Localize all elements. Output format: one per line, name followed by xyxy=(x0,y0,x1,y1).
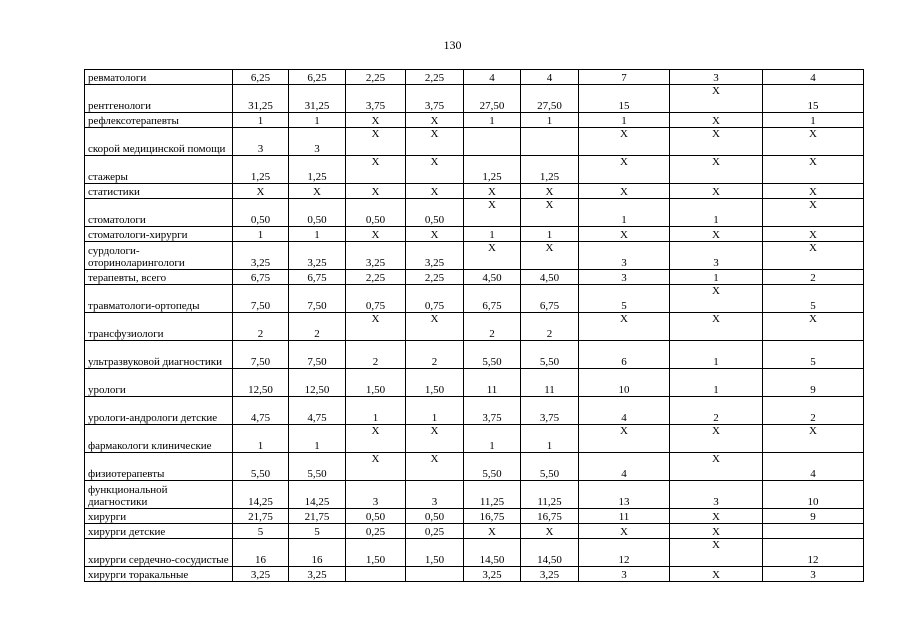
table-cell: X xyxy=(670,524,763,539)
table-cell: 9 xyxy=(763,509,864,524)
table-cell: 27,50 xyxy=(464,85,521,113)
row-label: функциональной диагностики xyxy=(85,481,233,509)
table-cell: 11,25 xyxy=(521,481,579,509)
row-label: статистики xyxy=(85,184,233,199)
table-cell: 1 xyxy=(579,113,670,128)
table-cell: X xyxy=(406,156,464,184)
table-cell: 4 xyxy=(579,397,670,425)
table-row xyxy=(85,369,864,397)
table-cell: 4 xyxy=(464,70,521,85)
table-cell: X xyxy=(521,242,579,270)
table-row xyxy=(85,509,864,524)
table-cell: 3 xyxy=(579,242,670,270)
table-cell: X xyxy=(579,128,670,156)
table-cell: 1 xyxy=(464,113,521,128)
table-cell: 6,25 xyxy=(233,70,289,85)
table-cell: 4,75 xyxy=(233,397,289,425)
table-cell: 2 xyxy=(346,341,406,369)
table-cell: 1,25 xyxy=(521,156,579,184)
table-cell: 6 xyxy=(579,341,670,369)
table-cell: 1 xyxy=(579,199,670,227)
table-row xyxy=(85,481,864,509)
table-cell: 5 xyxy=(763,285,864,313)
table-cell: 1 xyxy=(464,425,521,453)
table-cell: 1 xyxy=(670,341,763,369)
table-cell: 3 xyxy=(579,567,670,582)
table-cell: 1 xyxy=(521,113,579,128)
table-cell: 3 xyxy=(346,481,406,509)
table-cell: 1,50 xyxy=(346,369,406,397)
row-label: стоматологи xyxy=(85,199,233,227)
table-cell: X xyxy=(289,184,346,199)
table-cell: 3 xyxy=(233,128,289,156)
table-cell: 3,25 xyxy=(233,242,289,270)
table-cell: 4 xyxy=(521,70,579,85)
table-cell: 14,25 xyxy=(233,481,289,509)
table-cell: 1 xyxy=(289,425,346,453)
table-cell: X xyxy=(464,184,521,199)
table-cell: 3 xyxy=(670,70,763,85)
table-cell: 0,50 xyxy=(289,199,346,227)
table-cell: 5,50 xyxy=(289,453,346,481)
table-row xyxy=(85,567,864,582)
table-cell: X xyxy=(521,524,579,539)
table-cell: 3 xyxy=(579,270,670,285)
table-cell: 1 xyxy=(464,227,521,242)
table-cell: 5,50 xyxy=(521,453,579,481)
table-cell: X xyxy=(670,85,763,113)
table-cell: 1,50 xyxy=(406,539,464,567)
table-row xyxy=(85,285,864,313)
table-cell: 3,25 xyxy=(406,242,464,270)
table-cell: 1,25 xyxy=(464,156,521,184)
row-label: хирурги торакальные xyxy=(85,567,233,582)
table-cell: 3,25 xyxy=(289,242,346,270)
table-cell: 1,50 xyxy=(346,539,406,567)
row-label: скорой медицинской помощи xyxy=(85,128,233,156)
table-cell: 1 xyxy=(670,270,763,285)
table-cell: 3,25 xyxy=(233,567,289,582)
table-cell: 3,75 xyxy=(406,85,464,113)
table-cell: X xyxy=(346,184,406,199)
table-cell: X xyxy=(670,539,763,567)
table-cell: 5 xyxy=(579,285,670,313)
page-number: 130 xyxy=(443,38,462,52)
table-cell: 7 xyxy=(579,70,670,85)
table-cell: 5,50 xyxy=(233,453,289,481)
table-cell: 7,50 xyxy=(233,341,289,369)
table-cell: X xyxy=(346,113,406,128)
table-cell: X xyxy=(346,227,406,242)
table-cell: 3,75 xyxy=(346,85,406,113)
table-cell: 1 xyxy=(346,397,406,425)
table-cell: 2 xyxy=(289,313,346,341)
table-row xyxy=(85,184,864,199)
table-cell: 4,50 xyxy=(521,270,579,285)
table-cell: X xyxy=(763,184,864,199)
table-cell: 16 xyxy=(289,539,346,567)
table-cell: 1 xyxy=(763,113,864,128)
table-cell: X xyxy=(406,184,464,199)
table-cell: X xyxy=(670,227,763,242)
table-cell: 2 xyxy=(233,313,289,341)
table-cell: 13 xyxy=(579,481,670,509)
table-cell: 5 xyxy=(233,524,289,539)
table-cell: 0,50 xyxy=(406,509,464,524)
table-cell: 3 xyxy=(406,481,464,509)
row-label: рефлексотерапевты xyxy=(85,113,233,128)
table-cell: 3 xyxy=(289,128,346,156)
table-cell: 3,25 xyxy=(289,567,346,582)
table-cell: 2 xyxy=(521,313,579,341)
table-cell: X xyxy=(670,453,763,481)
table-cell: 14,50 xyxy=(521,539,579,567)
table-row xyxy=(85,397,864,425)
table-cell: 5 xyxy=(763,341,864,369)
table-row xyxy=(85,199,864,227)
table-cell xyxy=(521,128,579,156)
table-cell: X xyxy=(579,313,670,341)
table-cell: X xyxy=(464,199,521,227)
table-cell: X xyxy=(763,227,864,242)
table-cell: X xyxy=(763,313,864,341)
row-label: фармакологи клинические xyxy=(85,425,233,453)
table-cell xyxy=(406,567,464,582)
table-cell xyxy=(346,567,406,582)
table-cell: 6,75 xyxy=(289,270,346,285)
table-cell: 1 xyxy=(521,425,579,453)
table-cell: 3,25 xyxy=(464,567,521,582)
table-cell: X xyxy=(521,199,579,227)
table-cell: 3 xyxy=(763,567,864,582)
table-cell: X xyxy=(579,184,670,199)
table-cell: 0,25 xyxy=(406,524,464,539)
table-cell: 2,25 xyxy=(406,270,464,285)
table-cell: 7,50 xyxy=(289,341,346,369)
table-cell: 12 xyxy=(579,539,670,567)
table-cell: 16,75 xyxy=(464,509,521,524)
table-cell: 2,25 xyxy=(346,270,406,285)
table-cell: 16,75 xyxy=(521,509,579,524)
table-cell xyxy=(763,524,864,539)
table-cell: X xyxy=(521,184,579,199)
table-cell: 11 xyxy=(464,369,521,397)
table-cell xyxy=(464,128,521,156)
table-cell: 4 xyxy=(579,453,670,481)
table-cell: 12,50 xyxy=(233,369,289,397)
table-cell: X xyxy=(670,184,763,199)
table-cell: 3,25 xyxy=(346,242,406,270)
table-cell: X xyxy=(406,453,464,481)
table-cell: X xyxy=(670,567,763,582)
row-label: травматологи-ортопеды xyxy=(85,285,233,313)
table-cell: 1 xyxy=(233,113,289,128)
table-cell: X xyxy=(579,524,670,539)
table-cell: 0,50 xyxy=(346,199,406,227)
table-cell: 2 xyxy=(763,270,864,285)
table-cell: 31,25 xyxy=(289,85,346,113)
table-cell: 9 xyxy=(763,369,864,397)
table-row xyxy=(85,156,864,184)
table-cell: X xyxy=(670,509,763,524)
row-label: хирурги детские xyxy=(85,524,233,539)
table-row xyxy=(85,85,864,113)
table-cell: 15 xyxy=(763,85,864,113)
table-cell: 7,50 xyxy=(233,285,289,313)
table-cell: 1 xyxy=(521,227,579,242)
table-cell: 2,25 xyxy=(406,70,464,85)
table-cell: X xyxy=(406,227,464,242)
table-cell: 12 xyxy=(763,539,864,567)
table-cell: 3 xyxy=(670,481,763,509)
table-cell: 10 xyxy=(763,481,864,509)
table-body xyxy=(85,70,864,582)
table-row xyxy=(85,453,864,481)
table-row xyxy=(85,128,864,156)
table-cell: X xyxy=(406,128,464,156)
table-cell: X xyxy=(579,156,670,184)
table-cell: 2 xyxy=(464,313,521,341)
table-cell: X xyxy=(346,128,406,156)
table-cell: 2 xyxy=(763,397,864,425)
table-cell: 11,25 xyxy=(464,481,521,509)
row-label: ревматологи xyxy=(85,70,233,85)
table-cell: 1 xyxy=(233,227,289,242)
table-cell: 1 xyxy=(289,227,346,242)
table-cell: X xyxy=(406,113,464,128)
table-cell: 1 xyxy=(670,369,763,397)
table-cell: 21,75 xyxy=(233,509,289,524)
table-cell: 16 xyxy=(233,539,289,567)
table-cell: X xyxy=(670,128,763,156)
table-cell: 12,50 xyxy=(289,369,346,397)
table-cell: 31,25 xyxy=(233,85,289,113)
table-cell: X xyxy=(670,156,763,184)
table-cell: 11 xyxy=(521,369,579,397)
table-cell: X xyxy=(406,425,464,453)
table-cell: 5,50 xyxy=(464,453,521,481)
table-cell: X xyxy=(763,128,864,156)
row-label: физиотерапевты xyxy=(85,453,233,481)
table-cell: 1 xyxy=(670,199,763,227)
table-cell: 2 xyxy=(406,341,464,369)
table-cell: 1 xyxy=(406,397,464,425)
table-cell: X xyxy=(406,313,464,341)
table-cell: 1,25 xyxy=(233,156,289,184)
table-cell: 7,50 xyxy=(289,285,346,313)
row-label: урологи xyxy=(85,369,233,397)
table-cell: 6,75 xyxy=(521,285,579,313)
table-cell: 0,50 xyxy=(233,199,289,227)
table-row xyxy=(85,425,864,453)
table-row xyxy=(85,227,864,242)
table-cell: X xyxy=(464,524,521,539)
table-cell: 5,50 xyxy=(521,341,579,369)
table-row xyxy=(85,524,864,539)
table-row xyxy=(85,341,864,369)
table-cell: 2,25 xyxy=(346,70,406,85)
table-cell: X xyxy=(763,425,864,453)
row-label: стажеры xyxy=(85,156,233,184)
table-row xyxy=(85,70,864,85)
table-cell: 1,50 xyxy=(406,369,464,397)
table-row xyxy=(85,113,864,128)
table-cell: 10 xyxy=(579,369,670,397)
table-cell: X xyxy=(579,227,670,242)
table-cell: X xyxy=(763,156,864,184)
table-cell: 5 xyxy=(289,524,346,539)
table-cell: 14,25 xyxy=(289,481,346,509)
table-cell: 5,50 xyxy=(464,341,521,369)
row-label: стоматологи-хирурги xyxy=(85,227,233,242)
table-cell: 1,25 xyxy=(289,156,346,184)
table-cell: 3,75 xyxy=(464,397,521,425)
row-label: хирурги сердечно-сосудистые xyxy=(85,539,233,567)
table-cell: X xyxy=(346,453,406,481)
table-row xyxy=(85,539,864,567)
table-cell: 27,50 xyxy=(521,85,579,113)
table-cell: 2 xyxy=(670,397,763,425)
table-cell: X xyxy=(763,199,864,227)
table-cell: 0,50 xyxy=(346,509,406,524)
table-cell: 3,75 xyxy=(521,397,579,425)
table-cell: 11 xyxy=(579,509,670,524)
table-cell: 3 xyxy=(670,242,763,270)
table-cell: X xyxy=(579,425,670,453)
row-label: ультразвуковой диагностики xyxy=(85,341,233,369)
row-label: сурдологи-оториноларингологи xyxy=(85,242,233,270)
table-cell: X xyxy=(346,313,406,341)
table-cell: 0,25 xyxy=(346,524,406,539)
table-cell: 21,75 xyxy=(289,509,346,524)
table-cell: X xyxy=(670,425,763,453)
row-label: рентгенологи xyxy=(85,85,233,113)
table-cell: 4,50 xyxy=(464,270,521,285)
table-cell: 4,75 xyxy=(289,397,346,425)
table-cell: 6,75 xyxy=(233,270,289,285)
staffing-table xyxy=(84,69,864,582)
row-label: терапевты, всего xyxy=(85,270,233,285)
table-cell: X xyxy=(346,156,406,184)
table-cell: X xyxy=(670,313,763,341)
table-cell: 1 xyxy=(289,113,346,128)
table-cell: X xyxy=(670,285,763,313)
table-cell: 4 xyxy=(763,70,864,85)
table-cell: X xyxy=(763,242,864,270)
table-cell: 3,25 xyxy=(521,567,579,582)
row-label: хирурги xyxy=(85,509,233,524)
table-cell: 4 xyxy=(763,453,864,481)
table-row xyxy=(85,242,864,270)
table-cell: 0,75 xyxy=(406,285,464,313)
table-cell: X xyxy=(464,242,521,270)
table-cell: X xyxy=(233,184,289,199)
table-row xyxy=(85,270,864,285)
table-cell: 14,50 xyxy=(464,539,521,567)
table-cell: 1 xyxy=(233,425,289,453)
table-row xyxy=(85,313,864,341)
table-cell: 0,50 xyxy=(406,199,464,227)
table-cell: 6,25 xyxy=(289,70,346,85)
table-cell: 6,75 xyxy=(464,285,521,313)
table-cell: 15 xyxy=(579,85,670,113)
table-cell: 0,75 xyxy=(346,285,406,313)
row-label: урологи-андрологи детские xyxy=(85,397,233,425)
row-label: трансфузиологи xyxy=(85,313,233,341)
table-cell: X xyxy=(346,425,406,453)
table-cell: X xyxy=(670,113,763,128)
